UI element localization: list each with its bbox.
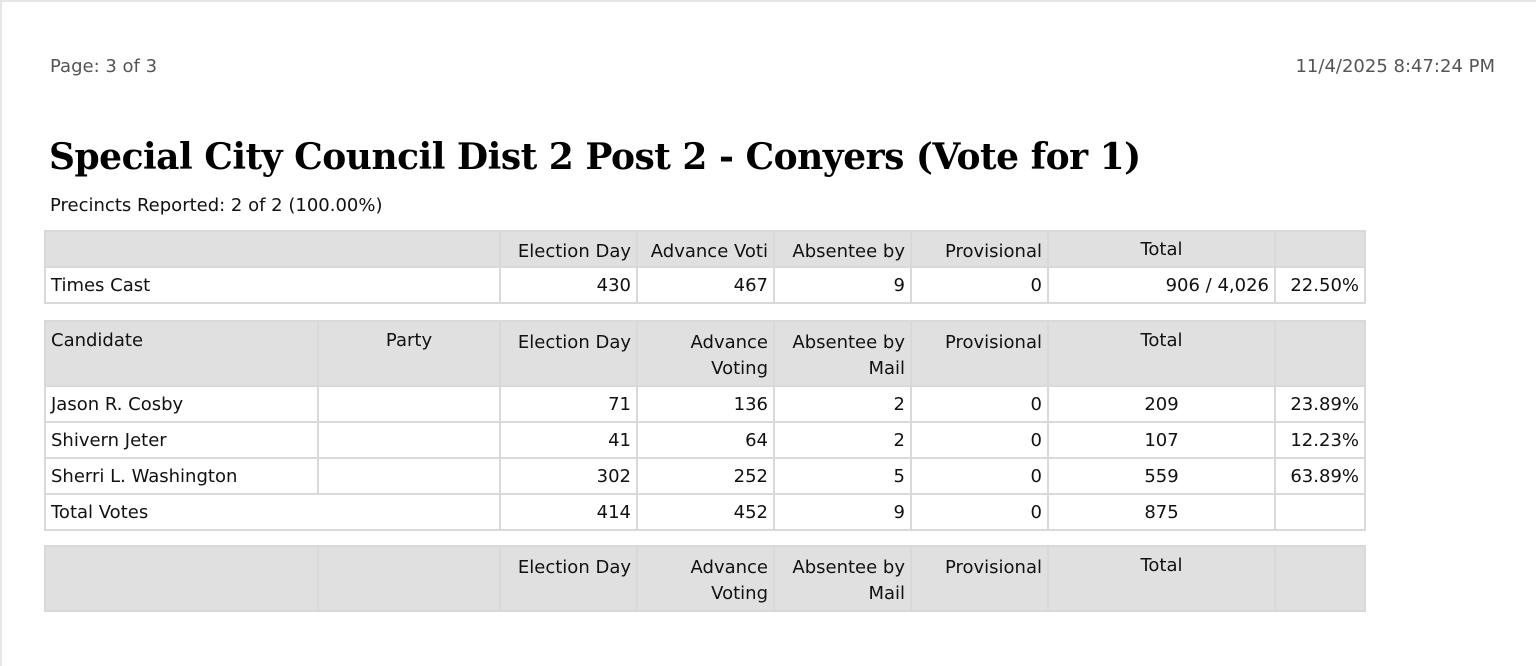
candidate-provisional: 0 <box>911 422 1048 458</box>
header-pct <box>1275 321 1365 386</box>
total-votes-label: Total Votes <box>45 494 500 530</box>
report-timestamp: 11/4/2025 8:47:24 PM <box>1295 56 1495 77</box>
times-cast-total: 906 / 4,026 <box>1048 267 1275 303</box>
times-cast-election-day: 430 <box>500 267 637 303</box>
times-cast-header-row <box>45 231 1365 267</box>
times-cast-row <box>45 267 1365 303</box>
candidate-election-day: 41 <box>500 422 637 458</box>
candidate-absentee: 2 <box>774 422 911 458</box>
header-blank <box>45 546 318 611</box>
header-provisional: Provisional <box>911 546 1048 611</box>
candidate-absentee: 5 <box>774 458 911 494</box>
candidate-total: 209 <box>1048 386 1275 422</box>
results-table <box>44 320 1366 531</box>
times-cast-absentee: 9 <box>774 267 911 303</box>
header-total: Total <box>1048 546 1275 611</box>
candidate-pct: 23.89% <box>1275 386 1365 422</box>
candidate-row <box>45 386 1365 422</box>
candidate-absentee: 2 <box>774 386 911 422</box>
candidate-pct: 63.89% <box>1275 458 1365 494</box>
candidate-row <box>45 422 1365 458</box>
header-advance-voting: Advance Voting <box>637 321 774 386</box>
times-cast-advance: 467 <box>637 267 774 303</box>
candidate-total: 559 <box>1048 458 1275 494</box>
candidate-advance: 136 <box>637 386 774 422</box>
candidate-advance: 64 <box>637 422 774 458</box>
header-election-day: Election Day <box>500 231 637 267</box>
total-votes-row <box>45 494 1365 530</box>
candidate-advance: 252 <box>637 458 774 494</box>
candidate-party <box>318 458 500 494</box>
total-votes-advance: 452 <box>637 494 774 530</box>
total-votes-election-day: 414 <box>500 494 637 530</box>
times-cast-table <box>44 230 1366 304</box>
header-blank <box>318 546 500 611</box>
candidate-name: Jason R. Cosby <box>45 386 318 422</box>
header-advance-voting: Advance Voting <box>637 546 774 611</box>
total-votes-total: 875 <box>1048 494 1275 530</box>
header-absentee-by-mail: Absentee by Mail <box>774 546 911 611</box>
page-border-top <box>0 0 1536 2</box>
times-cast-pct: 22.50% <box>1275 267 1365 303</box>
page-border-left <box>0 0 2 666</box>
header-absentee-by-mail: Absentee by Mail <box>774 321 911 386</box>
contest-title: Special City Council Dist 2 Post 2 - Conyers (Vote for 1) <box>49 136 1141 178</box>
continuation-header-table <box>44 545 1366 612</box>
header-total: Total <box>1048 321 1275 386</box>
candidate-provisional: 0 <box>911 386 1048 422</box>
header-election-day: Election Day <box>500 546 637 611</box>
header-blank <box>45 231 500 267</box>
header-party: Party <box>318 321 500 386</box>
total-votes-absentee: 9 <box>774 494 911 530</box>
candidate-pct: 12.23% <box>1275 422 1365 458</box>
total-votes-provisional: 0 <box>911 494 1048 530</box>
header-pct <box>1275 546 1365 611</box>
continuation-header-row <box>45 546 1365 611</box>
times-cast-provisional: 0 <box>911 267 1048 303</box>
results-header-row <box>45 321 1365 386</box>
candidate-election-day: 71 <box>500 386 637 422</box>
candidate-party <box>318 386 500 422</box>
candidate-party <box>318 422 500 458</box>
total-votes-pct <box>1275 494 1365 530</box>
header-total: Total <box>1048 231 1275 267</box>
header-candidate: Candidate <box>45 321 318 386</box>
candidate-election-day: 302 <box>500 458 637 494</box>
candidate-row <box>45 458 1365 494</box>
header-advance-voting: Advance Voti <box>637 231 774 267</box>
header-election-day: Election Day <box>500 321 637 386</box>
header-absentee: Absentee by <box>774 231 911 267</box>
page-number: Page: 3 of 3 <box>50 56 158 77</box>
header-provisional: Provisional <box>911 321 1048 386</box>
candidate-name: Sherri L. Washington <box>45 458 318 494</box>
candidate-provisional: 0 <box>911 458 1048 494</box>
header-provisional: Provisional <box>911 231 1048 267</box>
precincts-reported: Precincts Reported: 2 of 2 (100.00%) <box>50 195 383 216</box>
header-pct <box>1275 231 1365 267</box>
candidate-total: 107 <box>1048 422 1275 458</box>
candidate-name: Shivern Jeter <box>45 422 318 458</box>
times-cast-label: Times Cast <box>45 267 500 303</box>
